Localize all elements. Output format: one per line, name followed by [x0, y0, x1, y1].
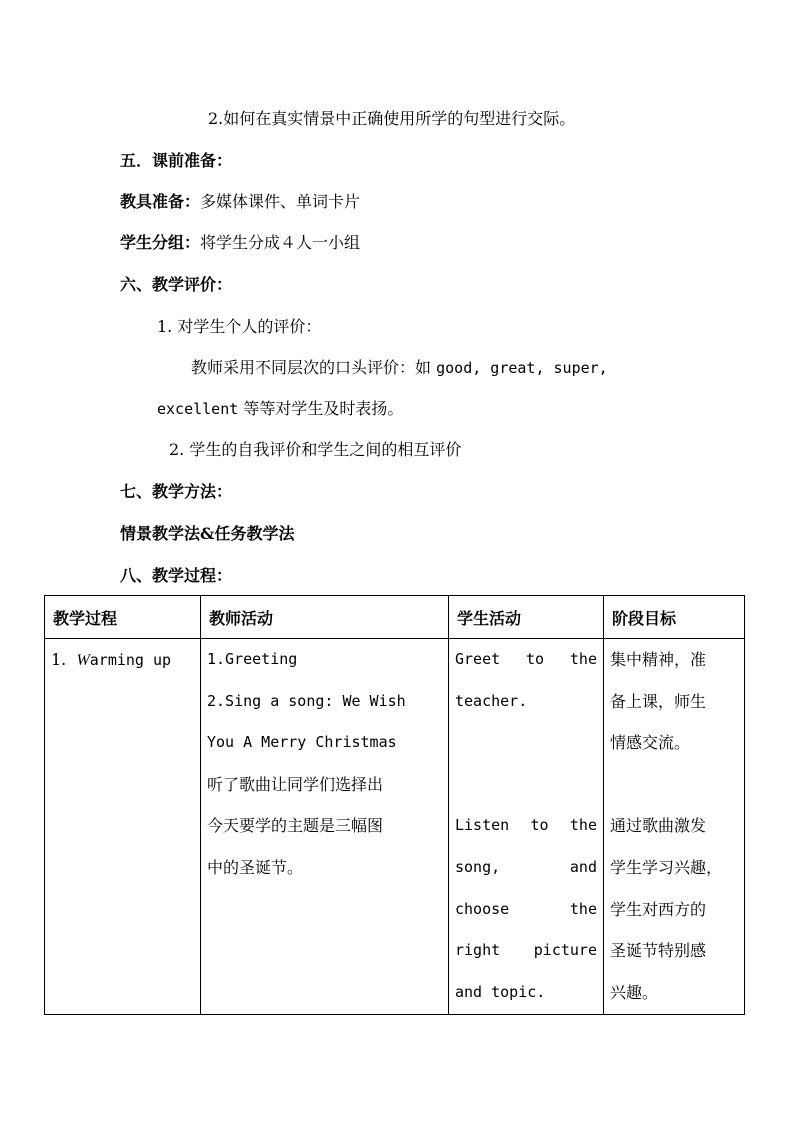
group-line — [120, 232, 360, 254]
teacher-line: 听了歌曲让同学们选择出 — [207, 774, 384, 794]
student-line: Listen to the — [455, 816, 597, 835]
teaching-method: 情景教学法&任务教学法 — [120, 524, 295, 543]
section-8-heading: 八、教学过程： — [120, 566, 233, 585]
header-stage: 教学过程 — [45, 596, 201, 639]
goal-line: 兴趣。 — [610, 982, 659, 1002]
table-header-row — [45, 596, 745, 639]
goal-line: 圣诞节特别感 — [610, 941, 707, 961]
teacher-line: 1.Greeting — [207, 650, 298, 668]
student-line: Greet to the — [455, 650, 597, 668]
group-value: 将学生分成４人一小组 — [200, 233, 361, 252]
student-line: right picture — [455, 941, 597, 960]
student-line: song, and — [455, 857, 597, 876]
student-line: teacher. — [455, 691, 528, 710]
tools-value: 多媒体课件、单词卡片 — [200, 192, 361, 211]
header-student-activity: 学生活动 — [449, 596, 604, 639]
evaluation-item-1-detail-cont — [157, 398, 403, 420]
goal-line: 学生学习兴趣， — [610, 857, 723, 877]
goal-line: 集中精神，准 — [610, 650, 707, 669]
group-label: 学生分组： — [120, 233, 201, 252]
teaching-process-table — [44, 595, 745, 1015]
tools-line — [120, 191, 360, 213]
goal-line: 通过歌曲激发 — [610, 816, 707, 836]
evaluation-item-2: 2. 学生的自我评价和学生之间的相互评价 — [169, 440, 462, 459]
intro-point-2: 2.如何在真实情景中正确使用所学的句型进行交际。 — [208, 109, 576, 128]
teacher-line: 中的圣诞节。 — [207, 857, 304, 877]
goal-line: 情感交流。 — [610, 733, 691, 753]
stage-label: 1. Warming up — [51, 650, 172, 669]
header-teacher-activity: 教师活动 — [201, 596, 449, 639]
student-line — [455, 764, 597, 806]
student-line — [455, 722, 597, 764]
goal-line: 备上课，师生 — [610, 691, 707, 711]
student-line: choose the — [455, 899, 597, 918]
praise-word-excellent: excellent — [157, 400, 239, 418]
section-7-heading: 七、教学方法： — [120, 482, 233, 501]
stage-goal-cell — [604, 639, 745, 1015]
stage-cell — [45, 639, 201, 1015]
student-line: and topic. — [455, 982, 546, 1001]
detail-text-b: 等等对学生及时表扬。 — [243, 399, 404, 418]
teacher-line: You A Merry Christmas — [207, 733, 397, 752]
evaluation-item-1: 1. 对学生个人的评价： — [157, 317, 322, 336]
teacher-activity-cell — [201, 639, 449, 1015]
table-row — [45, 639, 745, 1015]
student-activity-cell — [449, 639, 604, 1015]
tools-label: 教具准备： — [120, 192, 201, 211]
teacher-line: 今天要学的主题是三幅图 — [207, 816, 384, 836]
section-5-heading: 五．课前准备： — [120, 151, 233, 170]
section-6-heading: 六、教学评价： — [120, 275, 233, 294]
goal-line: 学生对西方的 — [610, 899, 707, 919]
detail-text-a: 教师采用不同层次的口头评价：如 — [191, 358, 432, 377]
goal-line — [610, 764, 738, 806]
header-stage-goal: 阶段目标 — [604, 596, 745, 639]
praise-words: good, great, super, — [436, 359, 608, 377]
evaluation-item-1-detail — [191, 357, 608, 379]
teacher-line: 2.Sing a song: We Wish — [207, 691, 406, 710]
